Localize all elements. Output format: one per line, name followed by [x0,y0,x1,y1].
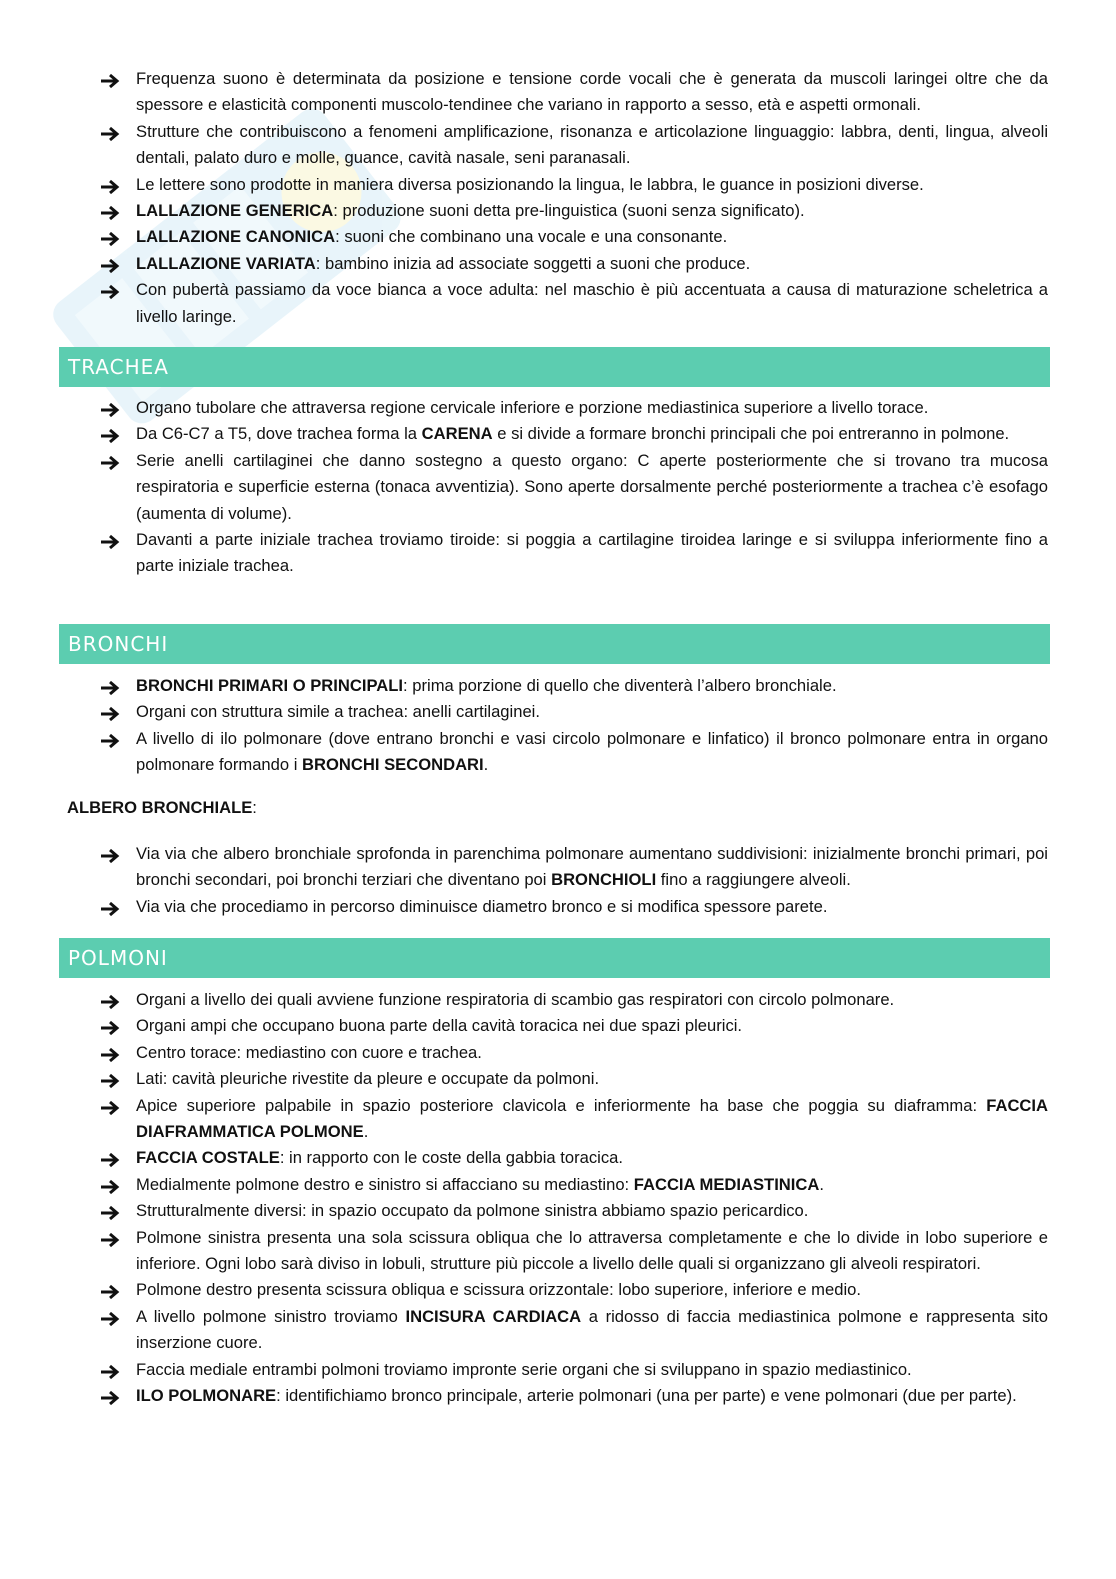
text-segment: Faccia mediale entrambi polmoni troviamo impronte serie organi che si sviluppano in spazio mediastinico. [136,1359,912,1379]
arrow-bullet-icon [100,177,120,193]
arrow-bullet-icon [100,704,120,720]
list-item [100,277,1048,330]
text-segment: Da C6-C7 a T5, dove trachea forma la [136,424,422,444]
text-segment: . [483,755,489,775]
bold-term: FACCIA DIAFRAMMATICA POLMONE [136,1095,1048,1142]
list-item [100,1277,1048,1303]
arrow-bullet-icon [100,532,120,548]
list-item [100,1198,1048,1224]
text-segment: fino a raggiungere alveoli. [656,870,851,890]
bold-term: LALLAZIONE VARIATA [136,253,316,273]
list-item [100,224,1048,250]
bold-term: FACCIA MEDIASTINICA [633,1174,820,1194]
arrow-bullet-icon [100,1177,120,1193]
arrow-bullet-icon [100,1045,120,1061]
section-title: TRACHEA [68,355,169,379]
text-segment: Frequenza suono è determinata da posizione e tensione corde vocali che è generata da muscoli laringei oltre che da spessore e elasticità componenti muscolo-tendinee che variano in rapporto a sesso, età e aspetti ormonali. [136,69,1048,115]
text-segment: A livello polmone sinistro troviamo [136,1306,406,1326]
arrow-bullet-icon [100,203,120,219]
arrow-bullet-icon [100,426,120,442]
trachea-list [100,395,1048,580]
text-segment: Con pubertà passiamo da voce bianca a voce adulta: nel maschio è più accentuata a causa di maturazione scheletrica a livello laringe. [136,280,1048,326]
text-segment: a ridosso di faccia mediastinica polmone e rappresenta sito inserzione cuore. [136,1306,1048,1353]
arrow-bullet-icon [100,453,120,469]
arrow-bullet-icon [100,731,120,747]
list-item [100,527,1048,580]
arrow-bullet-icon [100,1230,120,1246]
text-segment: e si divide a formare bronchi principali che poi entreranno in polmone. [492,424,1010,444]
arrow-bullet-icon [100,992,120,1008]
text-segment: . [819,1174,824,1194]
arrow-bullet-icon [100,1098,120,1114]
text-segment: Via via che albero bronchiale sprofonda in parenchima polmonare aumentano suddivisioni: inizialmente bronchi primari, poi bronchi secondari, poi bronchi terziari che diventano poi [136,844,1048,890]
list-item [100,1383,1048,1409]
list-item [100,841,1048,894]
text-segment: : bambino inizia ad associate soggetti a suoni che produce. [315,253,751,273]
bold-term: BRONCHI SECONDARI [302,755,484,775]
arrow-bullet-icon [100,899,120,915]
list-item [100,395,1048,421]
albero-bronchiale-list [100,841,1048,920]
text-segment: Polmone destro presenta scissura obliqua e scissura orizzontale: lobo superiore, inferiore e medio. [136,1280,861,1300]
arrow-bullet-icon [100,1282,120,1298]
subheading-suffix: : [252,798,257,817]
list-item [100,1145,1048,1171]
list-item [100,1040,1048,1066]
arrow-bullet-icon [100,1362,120,1378]
text-segment: Davanti a parte iniziale trachea troviamo tiroide: si poggia a cartilagine tiroidea laringe e si sviluppa inferiormente fino a parte iniziale trachea. [136,530,1048,576]
list-item [100,251,1048,277]
text-segment: . [363,1122,369,1142]
list-item [100,726,1048,779]
list-item [100,1357,1048,1383]
section-title: BRONCHI [68,632,169,656]
list-item [100,987,1048,1013]
text-segment: A livello di ilo polmonare (dove entrano bronchi e vasi circolo polmonare e linfatico) il bronco polmonare entra in organo polmonare formando i [136,728,1048,775]
arrow-bullet-icon [100,1018,120,1034]
text-segment: Strutture che contribuiscono a fenomeni amplificazione, risonanza e articolazione linguaggio: labbra, denti, lingua, alveoli dentali, palato duro e molle, guance, cavità nasale, seni paranasali. [136,121,1048,168]
list-item [100,421,1048,447]
text-segment: Serie anelli cartilaginei che danno sostegno a questo organo: C aperte posteriormente che si trovano tra mucosa respiratoria e superficie esterna (tonaca avventizia). Sono aperte dorsalmente perché posteriormente a trachea c’è esofago (aumenta di volume). [136,450,1048,523]
list-item [100,448,1048,527]
section-header-polmoni [59,938,1050,978]
list-item [100,1066,1048,1092]
list-item [100,198,1048,224]
list-item [100,66,1048,119]
bold-term: FACCIA COSTALE [136,1148,280,1168]
arrow-bullet-icon [100,1150,120,1166]
text-segment: Apice superiore palpabile in spazio posteriore clavicola e inferiormente ha base che poggia su diaframma: [136,1095,987,1115]
arrow-bullet-icon [100,678,120,694]
arrow-bullet-icon [100,846,120,862]
section-header-bronchi [59,624,1050,664]
text-segment: Organi a livello dei quali avviene funzione respiratoria di scambio gas respiratori con circolo polmonare. [136,990,895,1009]
text-segment: : in rapporto con le coste della gabbia toracica. [279,1148,623,1168]
text-segment: Strutturalmente diversi: in spazio occupato da polmone sinistra abbiamo spazio pericardico. [136,1201,809,1221]
text-segment: Lati: cavità pleuriche rivestite da pleure e occupate da polmoni. [136,1069,600,1089]
section-title: POLMONI [68,946,168,970]
text-segment: Medialmente polmone destro e sinistro si affacciano su mediastino: [136,1174,634,1194]
bold-term: BRONCHIOLI [551,870,657,890]
list-item [100,699,1048,725]
text-segment: Organo tubolare che attraversa regione cervicale inferiore e porzione mediastinica superiore a livello torace. [136,398,929,417]
list-item [100,1093,1048,1146]
polmoni-list [100,987,1048,1410]
arrow-bullet-icon [100,124,120,140]
list-item [100,894,1048,920]
list-item [100,172,1048,198]
list-item [100,1172,1048,1198]
albero-bronchiale-heading [67,796,257,820]
list-item [100,119,1048,172]
arrow-bullet-icon [100,1388,120,1404]
bronchi-list [100,673,1048,779]
arrow-bullet-icon [100,229,120,245]
text-segment: Via via che procediamo in percorso diminuisce diametro bronco e si modifica spessore parete. [136,896,828,916]
section-header-trachea [59,347,1050,387]
text-segment: : produzione suoni detta pre-linguistica (suoni senza significato). [333,201,805,221]
arrow-bullet-icon [100,1203,120,1219]
text-segment: Polmone sinistra presenta una sola scissura obliqua che lo attraversa completamente e che lo divide in lobo superiore e inferiore. Ogni lobo sarà diviso in lobuli, strutture più piccole a livello delle quali si organizzano gli alveoli respiratori. [136,1227,1048,1274]
bold-term: LALLAZIONE CANONICA [136,227,336,247]
arrow-bullet-icon [100,1309,120,1325]
intro-list [100,66,1048,330]
arrow-bullet-icon [100,282,120,298]
text-segment: : suoni che combinano una vocale e una consonante. [335,227,728,247]
arrow-bullet-icon [100,400,120,416]
bold-term: LALLAZIONE GENERICA [136,201,334,221]
text-segment: Centro torace: mediastino con cuore e trachea. [136,1042,482,1062]
arrow-bullet-icon [100,256,120,272]
bold-term: BRONCHI PRIMARI O PRINCIPALI [136,676,404,695]
text-segment: : prima porzione di quello che diventerà l’albero bronchiale. [403,676,837,695]
list-item [100,1304,1048,1357]
text-segment: : identifichiamo bronco principale, arterie polmonari (una per parte) e vene polmonari (due per parte). [276,1386,1017,1406]
bold-term: ILO POLMONARE [136,1386,277,1406]
bold-term: CARENA [421,424,493,444]
bold-term: INCISURA CARDIACA [405,1306,582,1326]
text-segment: Organi con struttura simile a trachea: anelli cartilaginei. [136,702,540,722]
arrow-bullet-icon [100,71,120,87]
text-segment: Le lettere sono prodotte in maniera diversa posizionando la lingua, le labbra, le guance in posizioni diverse. [136,174,924,194]
arrow-bullet-icon [100,1071,120,1087]
subheading-label: ALBERO BRONCHIALE [67,798,253,817]
text-segment: Organi ampi che occupano buona parte della cavità toracica nei due spazi pleurici. [136,1016,743,1036]
list-item [100,1013,1048,1039]
list-item [100,673,1048,699]
list-item [100,1225,1048,1278]
